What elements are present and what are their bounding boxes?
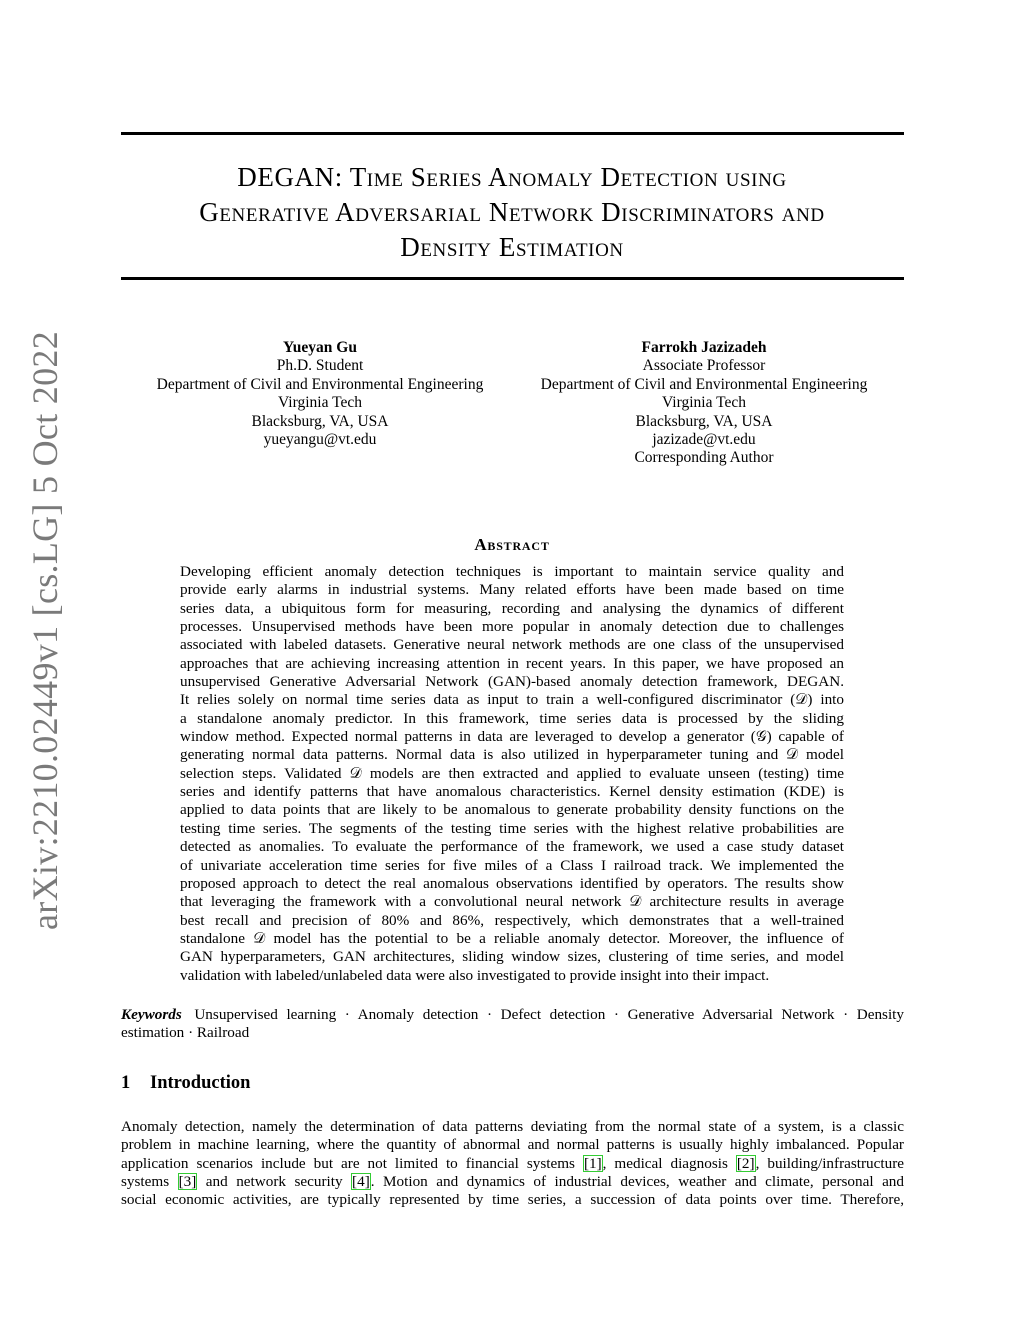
- section-title: Introduction: [150, 1073, 251, 1093]
- abstract-heading: Abstract: [474, 535, 550, 554]
- intro-line: Anomaly detection, namely the determination of data patterns deviating from the normal state of a system, is a classic: [121, 1118, 904, 1135]
- intro-line: problem in machine learning, where the quantity of abnormal and normal patterns is usually highly imbalanced. Popular: [121, 1136, 904, 1154]
- author-department: Department of Civil and Environmental Engineering: [540, 375, 868, 393]
- citation-link[interactable]: [1]: [583, 1154, 602, 1172]
- citation-link[interactable]: [3]: [178, 1173, 197, 1191]
- author-block-2: [504, 339, 904, 468]
- author-position: Ph.D. Student: [276, 357, 364, 375]
- intro-text: application scenarios include but are not limited to financial systems: [121, 1154, 583, 1172]
- abstract-line: proposed approach to detect the real anomalous observations identified by operators. The results show: [180, 874, 844, 892]
- abstract-line: window method. Expected normal patterns in data are leveraged to develop a generator (𝒢) capable of: [180, 728, 844, 746]
- abstract-line: series and identify patterns that have anomalous characteristics. Kernel density estimation (KDE) is: [180, 783, 844, 801]
- abstract-line: series data, a ubiquitous form for measuring, recording and analysing the dynamics of different: [180, 599, 844, 617]
- intro-line: [121, 1155, 904, 1173]
- abstract-line: best recall and precision of 80% and 86%, respectively, which demonstrates that a well-trained: [180, 911, 844, 929]
- author-department: Department of Civil and Environmental Engineering: [156, 375, 484, 393]
- intro-text: , medical diagnosis: [602, 1154, 736, 1172]
- abstract-line: that leveraging the framework with a convolutional neural network 𝒟 architecture results in average: [180, 893, 844, 911]
- arxiv-stamp: arXiv:2210.02449v1 [cs.LG] 5 Oct 2022: [25, 331, 65, 930]
- section-heading: [121, 1073, 250, 1094]
- author-location: Blacksburg, VA, USA: [635, 412, 773, 430]
- keywords-block: [121, 1006, 904, 1043]
- intro-paragraph: [121, 1118, 904, 1210]
- abstract-line: provide early alarms in industrial systems. Many related efforts have been made based on time: [180, 581, 844, 599]
- abstract-body: [180, 563, 844, 985]
- author-note: Corresponding Author: [634, 449, 774, 467]
- abstract-line: detected as anomalies. To evaluate the performance of the framework, we used a case study dataset: [180, 838, 844, 856]
- abstract-line: processes. Unsupervised methods have been more popular in anomaly detection due to challenges: [180, 618, 844, 636]
- title-rule-bottom: [121, 277, 904, 280]
- intro-text: and network security: [197, 1173, 352, 1191]
- abstract-line: standalone 𝒟 model has the potential to be a reliable anomaly detector. Moreover, the influence of: [180, 929, 844, 947]
- title-rule-top: [121, 132, 904, 135]
- abstract-line: approaches that are achieving increasing attention in recent years. In this paper, we have proposed an: [180, 654, 844, 672]
- section-number: 1: [121, 1073, 131, 1093]
- author-position: Associate Professor: [642, 357, 766, 375]
- author-institution: Virginia Tech: [662, 394, 746, 412]
- abstract-line: Developing efficient anomaly detection techniques is important to maintain service quality and: [180, 563, 844, 580]
- abstract-line: a standalone anomaly predictor. In this framework, time series data is processed by the sliding: [180, 709, 844, 727]
- intro-line: [121, 1173, 904, 1191]
- title-line: Generative Adversarial Network Discriminators and: [199, 197, 825, 227]
- keywords-list: Unsupervised learning · Anomaly detection · Defect detection · Generative Adversarial Network · Density: [194, 1006, 904, 1023]
- intro-line: social economic activities, are typically represented by time series, a succession of data points over time. Therefore,: [121, 1191, 904, 1209]
- keywords-line: [121, 1006, 904, 1024]
- intro-text: , building/infrastructure: [755, 1154, 905, 1172]
- author-email: yueyangu@vt.edu: [263, 431, 377, 449]
- keywords-line: estimation · Railroad: [121, 1024, 250, 1042]
- title-line: DEGAN: Time Series Anomaly Detection using: [237, 162, 787, 192]
- citation-link[interactable]: [4]: [352, 1173, 370, 1191]
- author-location: Blacksburg, VA, USA: [251, 412, 389, 430]
- abstract-line: validation with labeled/unlabeled data were also investigated to provide insight into their impact.: [180, 966, 770, 984]
- paper-title: [100, 160, 924, 265]
- author-email: jazizade@vt.edu: [652, 431, 756, 449]
- abstract-line: generating normal data patterns. Normal data is also utilized in hyperparameter tuning and 𝒟 model: [180, 746, 844, 764]
- author-name: Yueyan Gu: [283, 339, 357, 356]
- intro-text: . Motion and dynamics of industrial devices, weather and climate, personal and: [370, 1173, 904, 1191]
- abstract-line: associated with labeled datasets. Generative neural network methods are one class of the unsupervised: [180, 636, 844, 654]
- author-institution: Virginia Tech: [278, 394, 362, 412]
- abstract-line: selection steps. Validated 𝒟 models are then extracted and applied to evaluate unseen (testing) time: [180, 764, 844, 782]
- intro-text: systems: [121, 1173, 178, 1191]
- abstract-line: GAN hyperparameters, GAN architectures, sliding window sizes, clustering of time series, and model: [180, 948, 844, 966]
- author-name: Farrokh Jazizadeh: [641, 339, 767, 356]
- abstract-line: applied to data points that are likely to be anomalous to generate probability density functions on the: [180, 801, 844, 819]
- abstract-line: unsupervised Generative Adversarial Network (GAN)-based anomaly detection framework, DEGAN.: [180, 673, 844, 691]
- abstract-line: testing time series. The segments of the testing time series with the highest relative probabilities are: [180, 819, 844, 837]
- citation-link[interactable]: [2]: [736, 1154, 755, 1172]
- author-block-1: [120, 339, 520, 449]
- title-line: Density Estimation: [400, 232, 624, 262]
- abstract-line: It relies solely on normal time series data as input to train a well-configured discriminator (𝒟) into: [180, 691, 844, 709]
- abstract-line: of univariate acceleration time series for five miles of a Class I railroad track. We implemented the: [180, 856, 844, 874]
- keywords-label: Keywords: [121, 1006, 182, 1023]
